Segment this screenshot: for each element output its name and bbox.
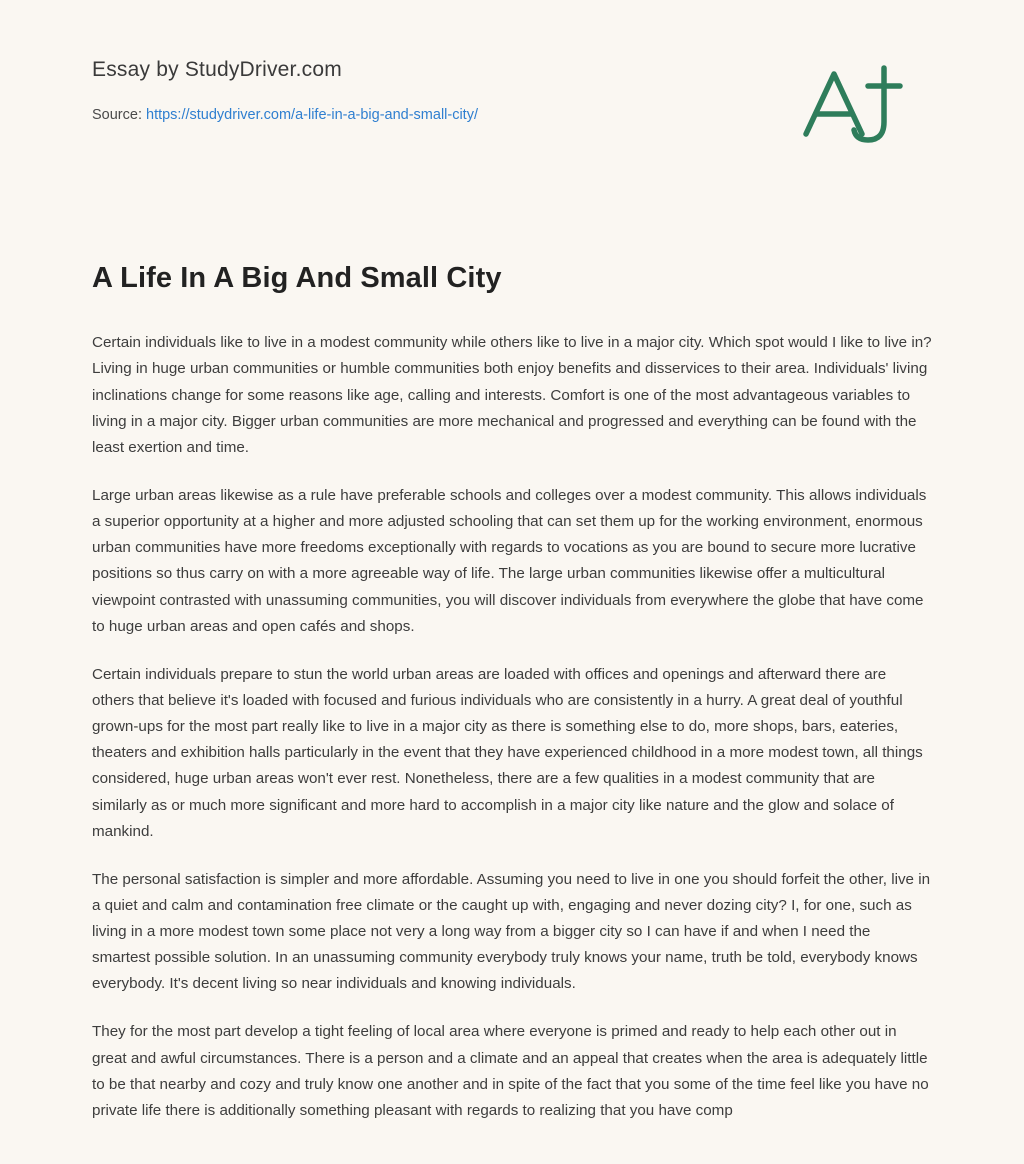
brand-name: StudyDriver.com <box>184 58 342 81</box>
source-url-link[interactable]: https://studydriver.com/a-life-in-a-big-and-small-city/ <box>146 107 478 123</box>
studydriver-logo-icon <box>796 56 916 156</box>
document-header <box>0 0 1024 170</box>
paragraph: Certain individuals like to live in a modest community while others like to live in a major city. Which spot would I like to live in? Living in huge urban communities or humble communities both enjoy benefits and disservices to their area. Individuals' living inclinations change for some reasons like age, calling and interests. Comfort is one of the most advantageous variables to living in a major city. Bigger urban communities are more mechanical and progressed and everything can be found with the least exertion and time. <box>92 334 932 456</box>
paragraph: Large urban areas likewise as a rule have preferable schools and colleges over a modest community. This allows individuals a superior opportunity at a higher and more adjusted schooling that can set them up for the working environment, enormous urban communities have more freedoms exceptionally with regards to vocations as you are bound to secure more lucrative positions so thus carry on with a more agreeable way of life. The large urban communities likewise offer a multicultural viewpoint contrasted with unassuming communities, you will discover individuals from everywhere the globe that have come to huge urban areas and open cafés and shops. <box>92 486 927 635</box>
byline-prefix: Essay by <box>92 58 185 81</box>
paragraph: Certain individuals prepare to stun the world urban areas are loaded with offices and openings and afterward there are others that believe it's loaded with focused and furious individuals who are consistently in a hurry. A great deal of youthful grown-ups for the most part really like to live in a major city as there is something else to do, more shops, bars, eateries, theaters and exhibition halls particularly in the event that they have experienced childhood in a more modest town, all things considered, huge urban areas won't ever rest. Nonetheless, there are a few qualities in a modest community that are similarly as or much more significant and more hard to accomplish in a major city like nature and the glow and solace of mankind. <box>92 665 923 840</box>
article-body <box>0 296 1024 1164</box>
source-label: Source: <box>92 107 146 123</box>
paragraph: They for the most part develop a tight feeling of local area where everyone is primed and ready to help each other out in great and awful circumstances. There is a person and a climate and an appeal that creates when the area is adequately little to be that nearby and cozy and truly know one another and in spite of the fact that you some of the time feel like you have no private life there is additionally something pleasant with regards to realizing that you have comp <box>92 1023 929 1119</box>
paragraph: The personal satisfaction is simpler and more affordable. Assuming you need to live in one you should forfeit the other, live in a quiet and calm and contamination free climate or the caught up with, engaging and never dozing city? I, for one, such as living in a more modest town some place not very a long way from a bigger city so I can have if and when I need the smartest possible solution. In an unassuming community everybody truly knows your name, truth be told, everybody knows everybody. It's decent living so near individuals and knowing individuals. <box>92 870 931 993</box>
page-title: A Life In A Big And Small City <box>92 262 502 294</box>
